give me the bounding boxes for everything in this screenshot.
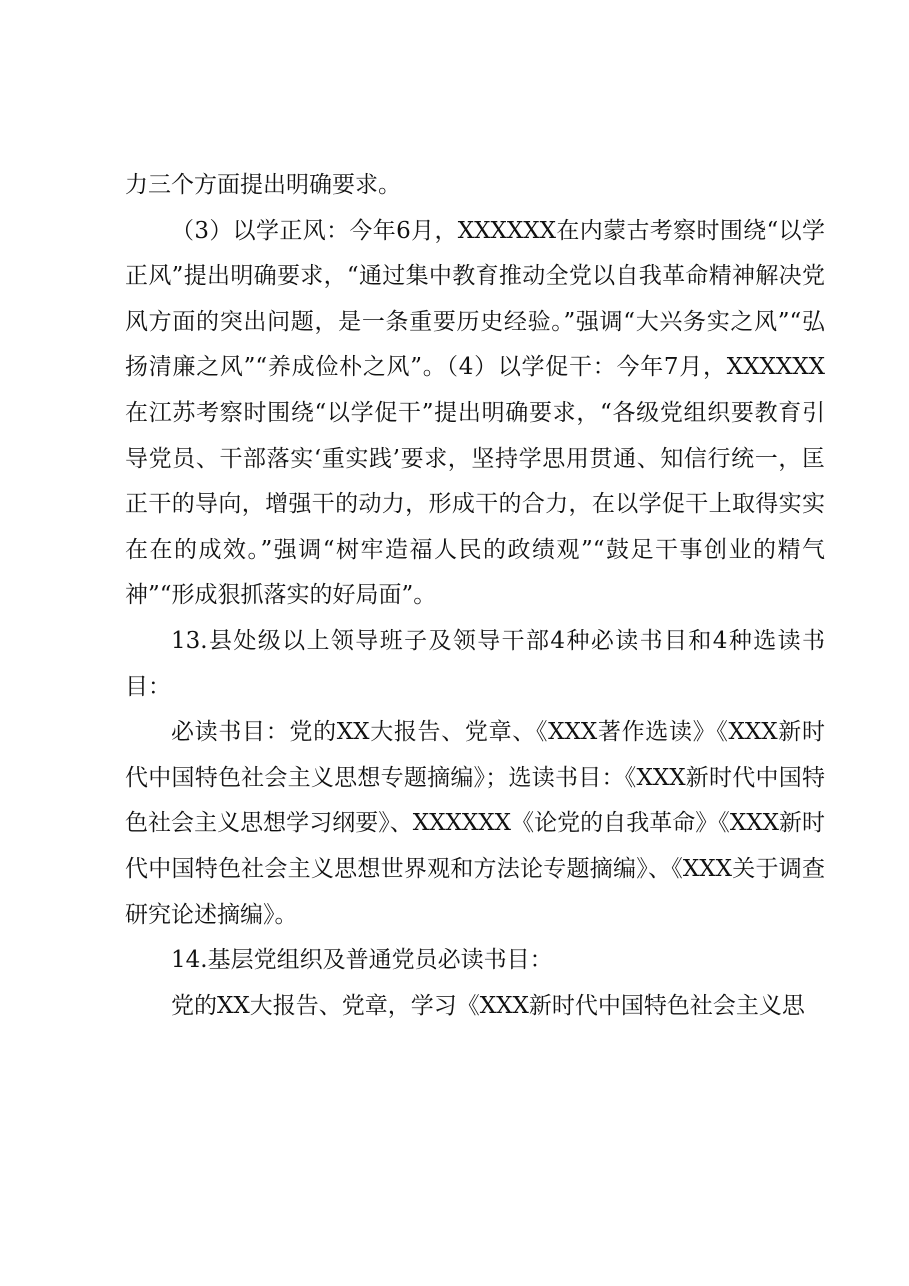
paragraph-reading-list: 必读书目：党的XX大报告、党章、《XXX著作选读》《XXX新时代中国特色社会主义思想专题摘编》；选读书目：《XXX新时代中国特色社会主义思想学习纲要》、XXXXXX《论党的自我革命》《XXX新时代中国特色社会主义思想世界观和方法论专题摘编》、《XXX关于调查研究论述摘编》。 [125, 719, 825, 928]
paragraph-study-rectify-style: （3）以学正风：今年6月，XXXXXX在内蒙古考察时围绕“以学正风”提出明确要求，“通过集中教育推动全党以自我革命精神解决党风方面的突出问题，是一条重要历史经验。”强调“大兴务实之风”“弘扬清廉之风”“养成俭朴之风”。（4）以学促干：今年7月，XXXXXX在江苏考察时围绕“以学促干”提出明确要求，“各级党组织要教育引导党员、干部落实‘重实践’要求，坚持学思用贯通、知信行统一，匡正干的导向，增强干的动力，形成干的合力，在以学促干上取得实实在在的成效。”强调“树牢造福人民的政绩观”“鼓足干事创业的精气神”“形成狠抓落实的好局面”。 [125, 217, 825, 609]
paragraph-basic-reading: 党的XX大报告、党章，学习《XXX新时代中国特色社会主义思 [171, 992, 805, 1019]
paragraph-item-14-heading: 14.基层党组织及普通党员必读书目： [171, 947, 553, 974]
paragraph-continuation: 力三个方面提出明确要求。 [125, 172, 401, 198]
document-body [125, 163, 825, 1029]
paragraph-item-13-heading: 13.县处级以上领导班子及领导干部4种必读书目和4种选读书目： [125, 627, 825, 700]
